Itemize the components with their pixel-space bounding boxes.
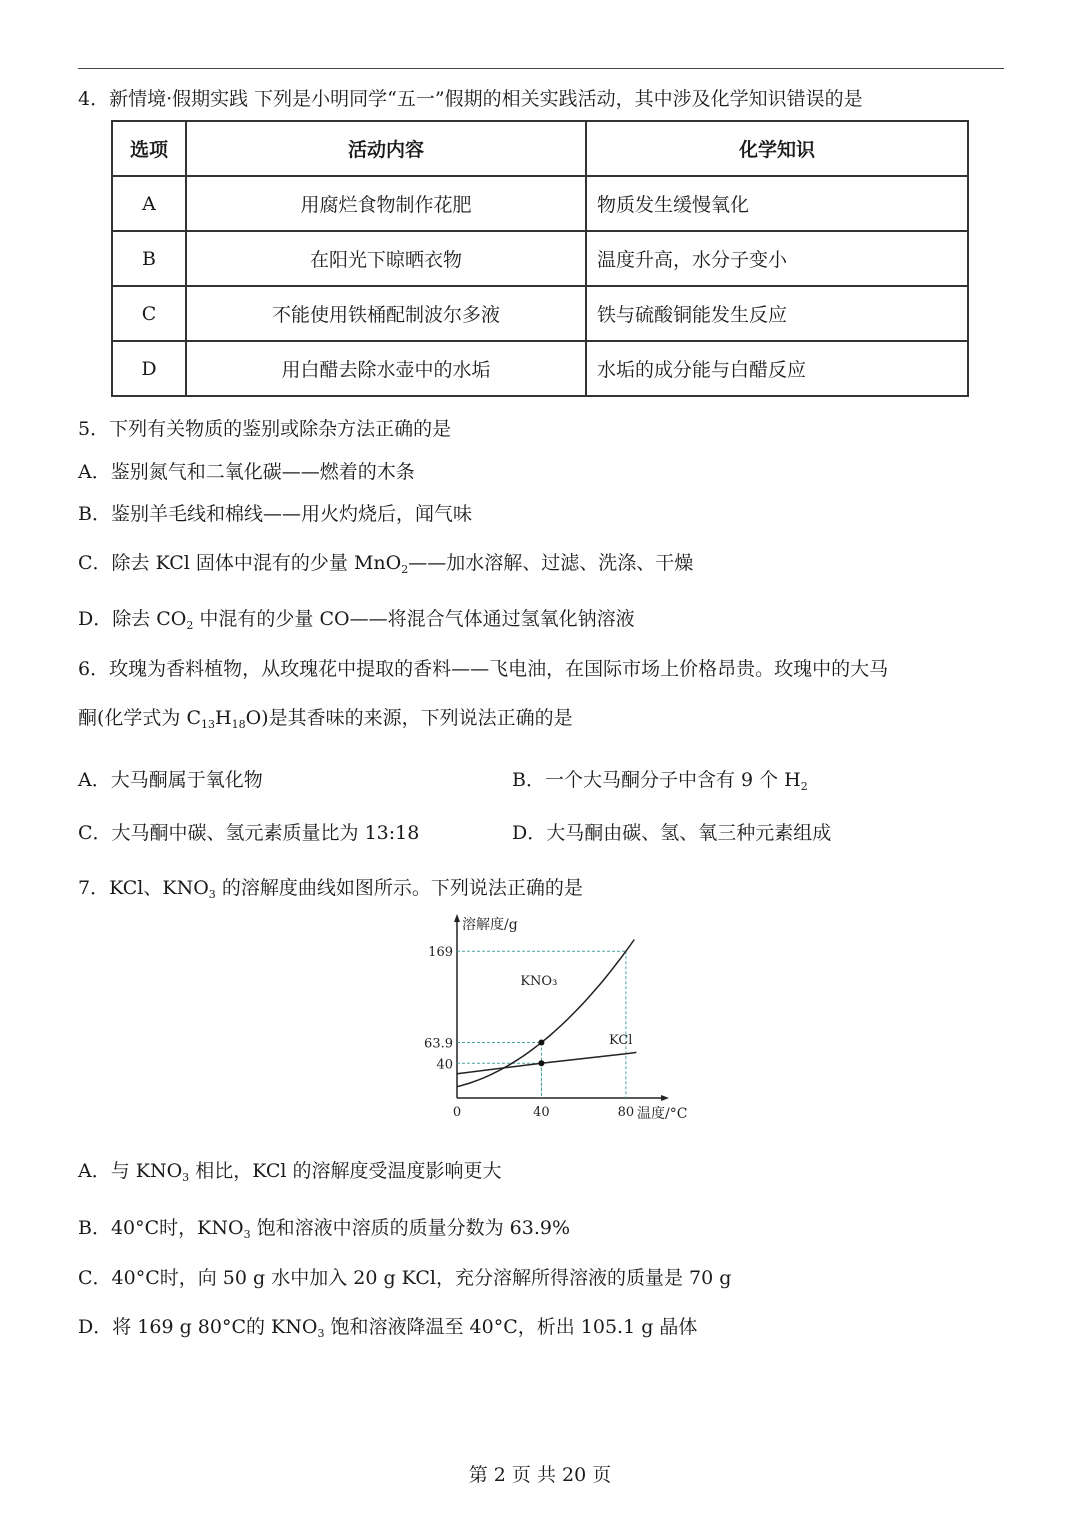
q5-option-a: A．鉴别氮气和二氧化碳——燃着的木条 — [78, 461, 415, 483]
table-cell: A — [112, 176, 186, 231]
q5-option-b: B．鉴别羊毛线和棉线——用火灼烧后，闻气味 — [78, 503, 472, 525]
q6-stem-line2: 酮(化学式为 $C_{13}H_{18}O$)是其香味的来源，下列说法正确的是 — [78, 707, 573, 731]
table-row — [112, 286, 968, 341]
series-label-kno3: KNO₃ — [520, 974, 558, 990]
q4-stem: 4．新情境·假期实践 下列是小明同学“五一”假期的相关实践活动，其中涉及化学知识错误的是 — [78, 88, 863, 110]
table-cell: 温度升高，水分子变小 — [586, 231, 968, 286]
x-tick-label: 40 — [533, 1105, 550, 1120]
y-tick-label: 63.9 — [424, 1036, 453, 1052]
data-point — [538, 1060, 544, 1066]
table-cell: D — [112, 341, 186, 396]
series-line-kno3 — [457, 940, 634, 1087]
q6-option-a: A．大马酮属于氧化物 — [78, 769, 263, 791]
table-cell: 水垢的成分能与白醋反应 — [586, 341, 968, 396]
data-point — [538, 1040, 544, 1046]
y-axis-arrow — [454, 914, 460, 922]
solubility-chart — [405, 917, 688, 1138]
page-footer: 第 2 页 共 20 页 — [468, 1464, 612, 1486]
table-cell: 物质发生缓慢氧化 — [586, 176, 968, 231]
q5-option-d: D．除去 $CO_2$ 中混有的少量 CO——将混合气体通过氢氧化钠溶液 — [78, 608, 635, 632]
table-cell: C — [112, 286, 186, 341]
x-tick-label: 0 — [452, 1105, 462, 1120]
q6-option-c: C．大马酮中碳、氢元素质量比为 13:18 — [78, 822, 420, 844]
q6-stem-line1: 6．玫瑰为香料植物，从玫瑰花中提取的香料——飞电油，在国际市场上价格昂贵。玫瑰中的大马 — [78, 658, 889, 680]
y-axis-label: 溶解度/g — [462, 917, 518, 933]
table-cell: 铁与硫酸铜能发生反应 — [586, 286, 968, 341]
x-axis-label: 温度/°C — [637, 1106, 688, 1122]
q6-option-d: D．大马酮由碳、氢、氧三种元素组成 — [512, 822, 832, 844]
q5-stem: 5．下列有关物质的鉴别或除杂方法正确的是 — [78, 418, 452, 440]
y-tick-label: 40 — [436, 1057, 453, 1073]
q4-table — [111, 120, 969, 397]
table-header: 活动内容 — [186, 121, 586, 176]
table-header: 化学知识 — [586, 121, 968, 176]
table-cell: B — [112, 231, 186, 286]
table-cell: 在阳光下晾晒衣物 — [186, 231, 586, 286]
y-tick-label: 169 — [428, 945, 453, 961]
q7-option-a: A．与 $KNO_3$ 相比，KCl 的溶解度受温度影响更大 — [78, 1160, 502, 1184]
q7-option-b: B．40°C时，$KNO_3$ 饱和溶液中溶质的质量分数为 63.9% — [78, 1217, 571, 1241]
x-axis-arrow — [661, 1095, 669, 1101]
q5-option-c: C．除去 KCl 固体中混有的少量 MnO$_2$——加水溶解、过滤、洗涤、干燥 — [78, 552, 694, 576]
table-cell: 不能使用铁桶配制波尔多液 — [186, 286, 586, 341]
q7-stem: 7．KCl、$KNO_3$ 的溶解度曲线如图所示。下列说法正确的是 — [78, 877, 583, 901]
q7-option-c: C．40°C时，向 50 g 水中加入 20 g KCl，充分溶解所得溶液的质量是 70 g — [78, 1267, 732, 1289]
table-header: 选项 — [112, 121, 186, 176]
q7-option-d: D．将 169 g 80°C的 $KNO_3$ 饱和溶液降温至 40°C，析出 105.1 g 晶体 — [78, 1316, 698, 1340]
table-row — [112, 231, 968, 286]
q6-option-b: B．一个大马酮分子中含有 9 个 $H_2$ — [512, 769, 808, 793]
x-tick-label: 80 — [617, 1105, 635, 1120]
table-cell: 用白醋去除水壶中的水垢 — [186, 341, 586, 396]
top-rule — [78, 68, 1004, 69]
table-row — [112, 176, 968, 231]
series-label-kcl: KCl — [609, 1033, 633, 1049]
table-row — [112, 341, 968, 396]
table-cell: 用腐烂食物制作花肥 — [186, 176, 586, 231]
table-header-row — [112, 121, 968, 176]
